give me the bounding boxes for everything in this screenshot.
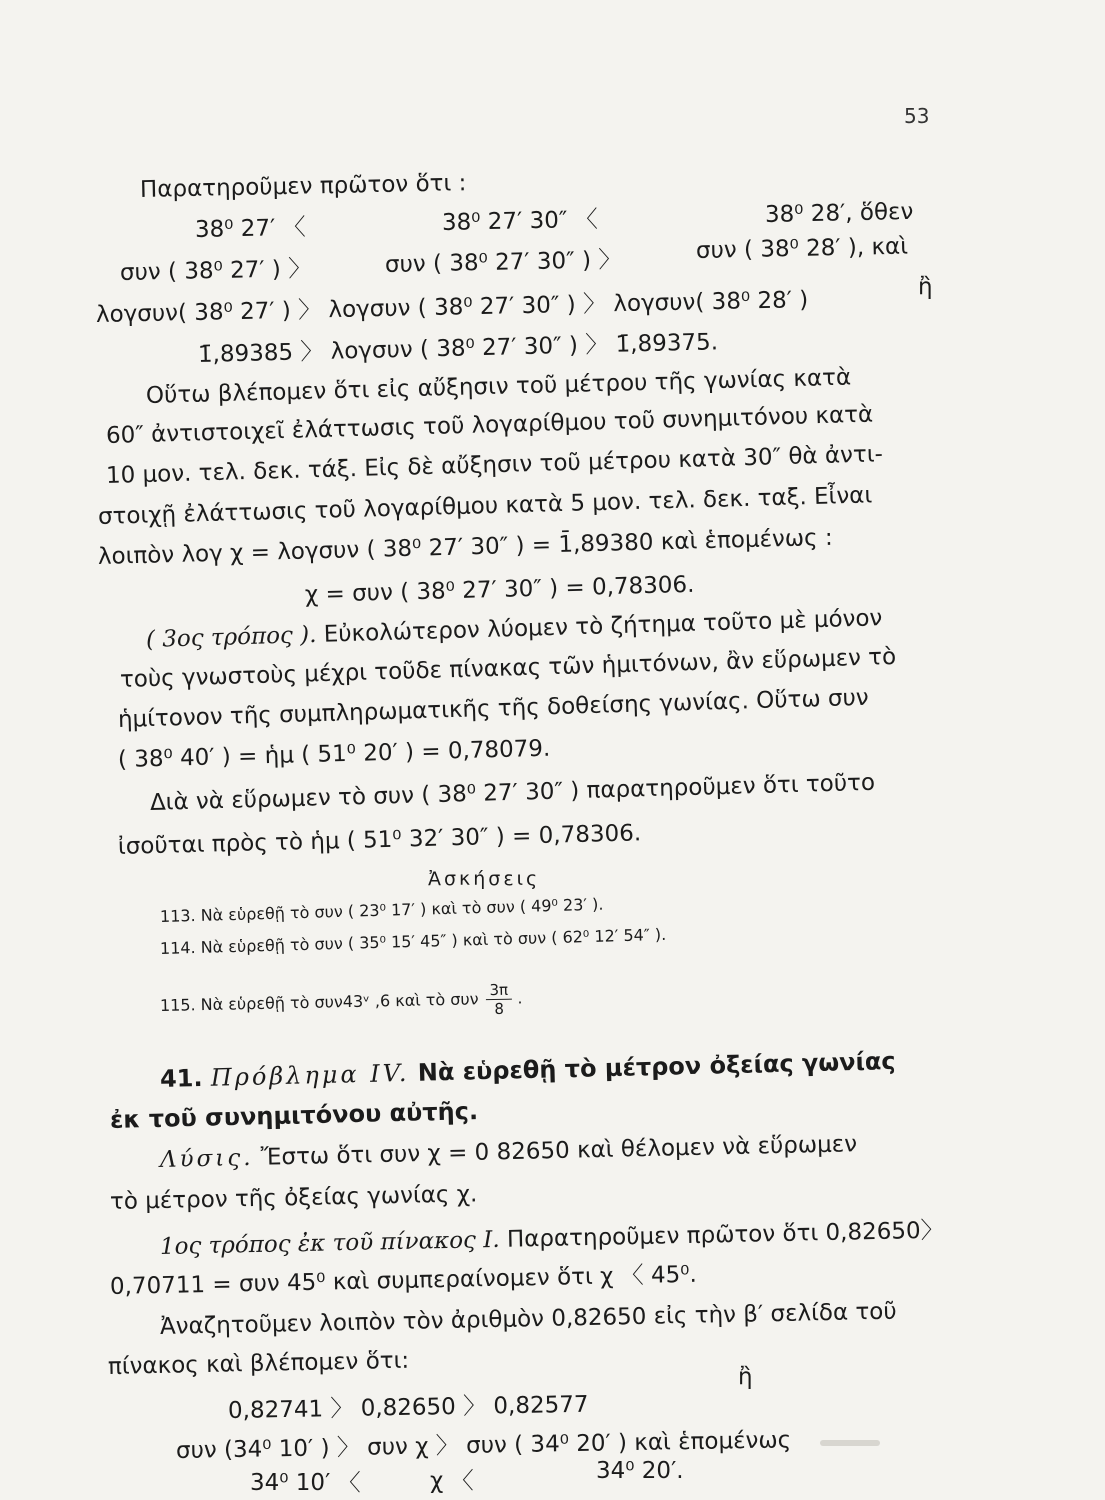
math-line: 38⁰ 28′, ὅθεν	[764, 198, 914, 228]
text-line: Παρατηροῦμεν πρῶτον ὅτι :	[139, 170, 467, 203]
math-line: ἢ	[918, 274, 933, 300]
problem-label: Πρόβλημα IV.	[210, 1058, 410, 1092]
fraction-denominator: 8	[494, 999, 505, 1018]
math-line: 38⁰ 27′ 〈	[194, 214, 306, 243]
section-heading-41-cont: ἐκ τοῦ συνημιτόνου αὐτῆς.	[109, 1097, 479, 1134]
method-label: ( 3ος τρόπος ).	[145, 621, 317, 653]
math-line: χ = συν ( 38⁰ 27′ 30″ ) = 0,78306.	[304, 571, 695, 608]
math-line: συν ( 38⁰ 27′ ) 〉	[119, 255, 312, 286]
exercises-title: Ἀσκήσεις	[428, 868, 541, 890]
text-line: 60″ ἀντιστοιχεῖ ἐλάττωσις τοῦ λογαρίθμου τοῦ συνημιτόνου κατὰ	[105, 401, 874, 449]
fraction	[485, 981, 512, 1019]
lysis-label: Λύσις.	[159, 1144, 254, 1173]
math-line: χ 〈	[430, 1468, 474, 1494]
math-line: ἢ	[738, 1364, 753, 1390]
page-number: 53	[904, 104, 930, 128]
page-smudge	[820, 1440, 880, 1446]
text-line: πίνακος καὶ βλέπομεν ὅτι:	[107, 1347, 410, 1380]
math-line: λογσυν( 38⁰ 27′ ) 〉 λογσυν ( 38⁰ 27′ 30″ ) 〉 λογσυν( 38⁰ 28′ )	[95, 287, 809, 328]
text-line: Ἀναζητοῦμεν λοιπὸν τὸν ἀριθμὸν 0,82650 εἰς τὴν β′ σελίδα τοῦ	[159, 1298, 897, 1340]
exercise-113: 113. Νὰ εὑρεθῇ τὸ συν ( 23⁰ 17′ ) καὶ τὸ συν ( 49⁰ 23′ ).	[159, 894, 604, 926]
text-line: 10 μον. τελ. δεκ. τάξ. Εἰς δὲ αὔξησιν τοῦ μέτρου κατὰ 30″ θὰ ἀντι-	[105, 441, 884, 489]
math-line: λοιπὸν λογ χ = λογσυν ( 38⁰ 27′ 30″ ) = 1̄,89380 καὶ ἑπομένως :	[97, 524, 833, 570]
section-heading-41	[160, 1046, 896, 1094]
section-number: 41.	[159, 1063, 203, 1093]
period: .	[517, 988, 523, 1008]
fraction-numerator: 3π	[485, 981, 512, 1001]
exercise-115-text: 115. Νὰ εὑρεθῇ τὸ συν43ᵛ ,6 καὶ τὸ συν	[159, 989, 479, 1015]
math-line: συν ( 38⁰ 28′ ), καὶ	[695, 233, 909, 264]
math-line: 34⁰ 10′ 〈	[250, 1470, 361, 1496]
text-span: Εὐκολώτερον λύομεν τὸ ζήτημα τοῦτο μὲ μόνον	[316, 605, 883, 648]
math-line: ( 38⁰ 40′ ) = ἡμ ( 51⁰ 20′ ) = 0,78079.	[117, 735, 551, 773]
math-line: συν (34⁰ 10′ ) 〉 συν χ 〉 συν ( 34⁰ 20′ ) καὶ ἑπομένως	[175, 1427, 792, 1464]
math-line: 0,82741 〉 0,82650 〉 0,82577	[227, 1391, 589, 1424]
text-line	[160, 1216, 944, 1262]
text-line	[160, 1129, 858, 1175]
text-span: Ἔστω ὅτι συν χ = 0 82650 καὶ θέλομεν νὰ εὕρωμεν	[253, 1131, 858, 1171]
text-line: ἡμίτονον τῆς συμπληρωματικῆς τῆς δοθείσης γωνίας. Οὕτω συν	[117, 684, 870, 733]
math-line: 1̄,89385 〉 λογσυν ( 38⁰ 27′ 30″ ) 〉 1̄,89375.	[197, 329, 719, 368]
math-line: ἰσοῦται πρὸς τὸ ἡμ ( 51⁰ 32′ 30″ ) = 0,78306.	[117, 820, 642, 860]
exercise-115	[160, 980, 523, 1025]
text-line: Οὕτω βλέπομεν ὅτι εἰς αὔξησιν τοῦ μέτρου τῆς γωνίας κατὰ	[145, 364, 852, 409]
heading-text: Νὰ εὑρεθῇ τὸ μέτρον ὀξείας γωνίας	[409, 1047, 896, 1087]
math-line: 34⁰ 20′.	[596, 1458, 684, 1484]
method-label: 1ος τρόπος ἐκ τοῦ πίνακος Ι.	[159, 1226, 500, 1260]
math-line: 0,70711 = συν 45⁰ καὶ συμπεραίνομεν ὅτι χ 〈 45⁰.	[109, 1261, 698, 1300]
math-line: 38⁰ 27′ 30″ 〈	[441, 206, 599, 236]
text-line: τοὺς γνωστοὺς μέχρι τοῦδε πίνακας τῶν ἡμιτόνων, ἂν εὕρωμεν τὸ	[119, 643, 897, 693]
text-line: τὸ μέτρον τῆς ὀξείας γωνίας χ.	[109, 1181, 478, 1215]
math-line: συν ( 38⁰ 27′ 30″ ) 〉	[384, 247, 622, 278]
text-line: Διὰ νὰ εὕρωμεν τὸ συν ( 38⁰ 27′ 30″ ) παρατηροῦμεν ὅτι τοῦτο	[149, 769, 876, 816]
text-span: Παρατηροῦμεν πρῶτον ὅτι 0,82650〉	[499, 1217, 944, 1253]
text-line: στοιχῇ ἐλάττωσις τοῦ λογαρίθμου κατὰ 5 μον. τελ. δεκ. ταξ. Εἶναι	[97, 482, 873, 530]
exercise-114: 114. Νὰ εὑρεθῇ τὸ συν ( 35⁰ 15′ 45″ ) καὶ τὸ συν ( 62⁰ 12′ 54″ ).	[159, 924, 667, 958]
